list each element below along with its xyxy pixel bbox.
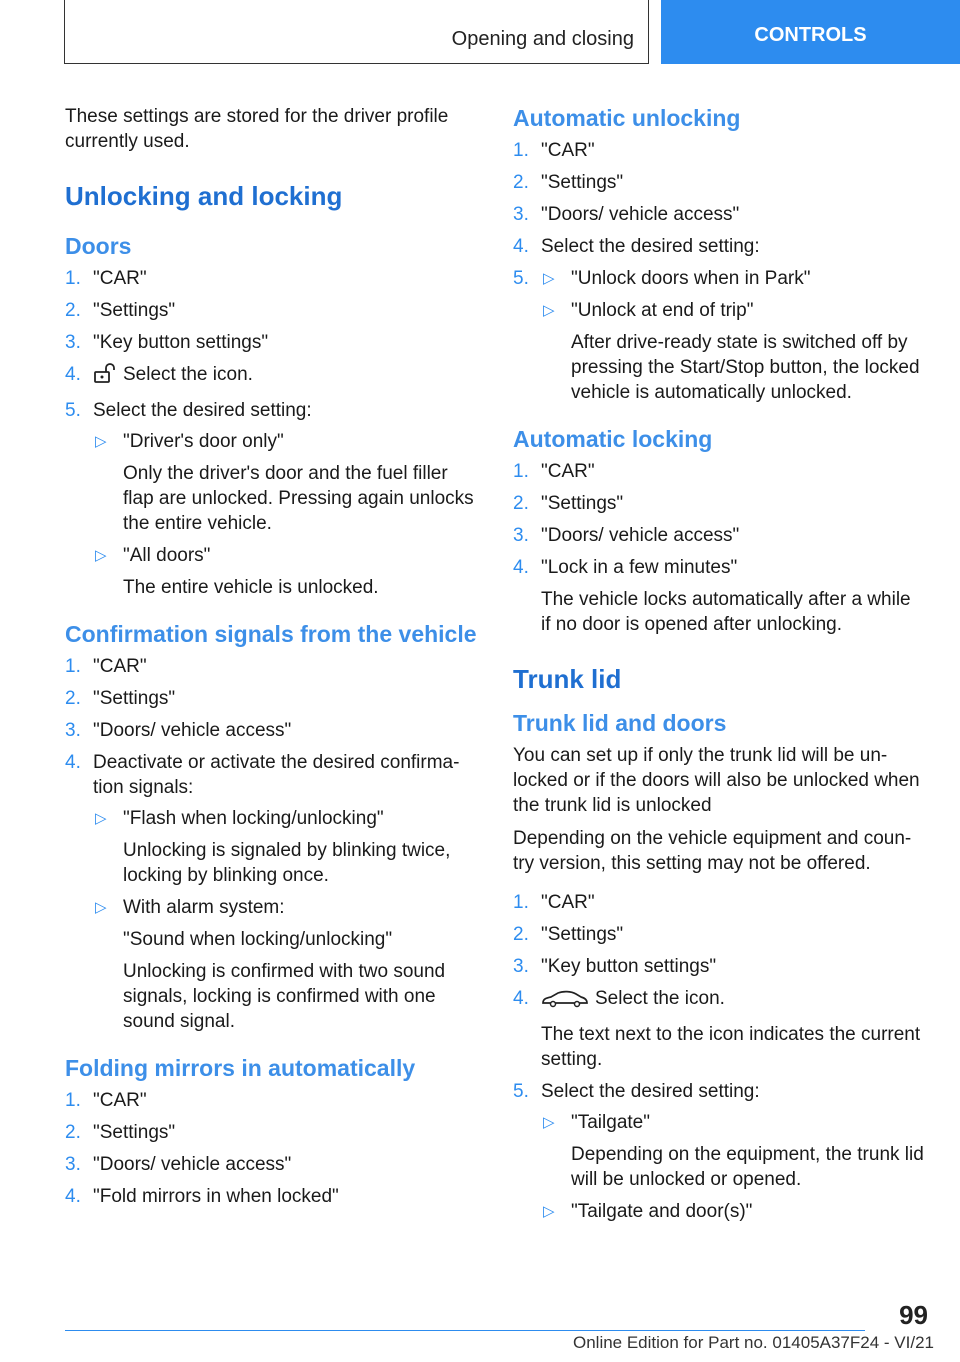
option-item: ▷ With alarm system: "Sound when locking/unlocking" Unlocking is confirmed with two sound signals, locking is confirmed with one sound signal. [95,897,446,1032]
step-number: 1. [65,1090,81,1111]
step-number: 2. [513,924,529,945]
list-item: 3. "Doors/ vehicle access" [513,525,740,546]
auto-unlock-options [541,266,925,405]
option-item: ▷ "Unlock doors when in Park" [543,268,811,289]
list-item: 4. "Lock in a few minutes" The vehicle locks automatically after a while if no door is opened after unlocking. [513,557,911,635]
list-item: 2. "Settings" [65,300,176,321]
right-column [513,104,925,1231]
step-number: 4. [513,988,529,1009]
step-number: 3. [65,1154,81,1175]
heading-trunk-lid-and-doors: Trunk lid and doors [513,710,727,736]
list-item: 5. Select the desired setting: ▷ "Tailgate" Depending on the equipment, the trunk lid will be unlocked or opened. ▷ "Tailgate and door(s)" [513,1081,924,1222]
footer-divider [65,1330,865,1331]
header-section-box [64,0,649,64]
list-item: 2. "Settings" [65,688,176,709]
trunk-options [541,1110,925,1224]
heading-unlocking-and-locking: Unlocking and locking [65,181,343,211]
unlock-padlock-icon [93,362,117,391]
step-number: 2. [65,300,81,321]
step-number: 4. [65,364,81,385]
list-item: 5. Select the desired setting: ▷ "Driver's door only" Only the driver's door and the fuel filler flap are unlocked. Pressing again unlocks the entire vehicle. ▷ "All doors" The entire vehicle is unlocked. [65,398,477,600]
trunk-paragraph-1: You can set up if only the trunk lid will be un‐locked or if the doors will also be unlocked when the trunk lid is unlocked [513,745,920,816]
step-number: 5. [513,1081,529,1102]
page-number: 99 [899,1300,928,1330]
step-number: 3. [65,720,81,741]
triangle-bullet-icon: ▷ [95,899,107,916]
step-number: 2. [513,172,529,193]
trunk-steps [513,890,925,1224]
list-item: 1. "CAR" [513,461,595,482]
doors-steps [65,266,477,600]
list-item: 2. "Settings" [513,493,624,514]
confirm-options [93,806,477,1034]
heading-folding-mirrors: Folding mirrors in automatically [65,1055,416,1081]
step-number: 1. [513,461,529,482]
step-number: 2. [513,493,529,514]
list-item: 3. "Doors/ vehicle access" [513,204,740,225]
option-item: ▷ "Tailgate" Depending on the equipment, the trunk lid will be unlocked or opened. [543,1112,924,1190]
triangle-bullet-icon: ▷ [95,547,107,564]
step-number: 4. [65,1186,81,1207]
list-item: 1. "CAR" [65,268,147,289]
step-number: 2. [65,688,81,709]
heading-automatic-locking: Automatic locking [513,426,713,452]
list-item: 2. "Settings" [513,172,624,193]
auto-lock-steps [513,459,925,637]
mirrors-steps [65,1088,477,1209]
list-item: 4. Select the desired setting: [513,236,760,257]
section-title: Opening and closing [451,28,634,50]
triangle-bullet-icon: ▷ [543,302,555,319]
list-item: 1. "CAR" [513,892,595,913]
triangle-bullet-icon: ▷ [95,810,107,827]
trunk-paragraph-2: Depending on the vehicle equipment and coun‐try version, this setting may not be offered. [513,828,912,874]
option-item: ▷ "Flash when locking/unlocking" Unlocking is signaled by blinking twice, locking by blinking once. [95,808,451,886]
heading-confirmation-signals: Confirmation signals from the vehicle [65,621,477,647]
triangle-bullet-icon: ▷ [543,270,555,287]
option-item: ▷ "Unlock at end of trip" After drive-ready state is switched off by pressing the Start/Stop button, the locked vehicle is automatically unlocked. [543,300,920,403]
step-number: 1. [513,140,529,161]
step-number: 1. [513,892,529,913]
step-number: 1. [65,656,81,677]
step-number: 4. [513,557,529,578]
list-item: 2. "Settings" [65,1122,176,1143]
heading-doors: Doors [65,233,132,259]
confirm-steps [65,654,477,1034]
list-item: 1. "CAR" [65,656,147,677]
step-number: 5. [65,400,81,421]
step-number: 1. [65,268,81,289]
list-item: 4. "Fold mirrors in when locked" [65,1186,339,1207]
step-number: 3. [513,525,529,546]
triangle-bullet-icon: ▷ [543,1114,555,1131]
doors-options [93,429,477,600]
heading-trunk-lid: Trunk lid [513,664,622,694]
list-item: 3. "Key button settings" [513,956,717,977]
step-number: 4. [513,236,529,257]
step-number: 5. [513,268,529,289]
heading-automatic-unlocking: Automatic unlocking [513,105,741,131]
list-item: 1. "CAR" [513,140,595,161]
list-item: 1. "CAR" [65,1090,147,1111]
option-item: ▷ "All doors" The entire vehicle is unlocked. [95,545,379,598]
left-column [65,104,477,1216]
list-item: 4. Deactivate or activate the desired confirma‐tion signals: ▷ "Flash when locking/unlocking" Unlocking is signaled by blinking twice, locking by blinking once. ▷ With alarm system: "Sound when locking/unlocking" Unlocking is confirmed with two sound signals, locking is confirmed with one sound signal. [65,750,477,1034]
step-number: 4. [65,752,81,773]
option-item: ▷ "Tailgate and door(s)" [543,1201,753,1222]
list-item: 2. "Settings" [513,924,624,945]
list-item: 3. "Key button settings" [65,332,269,353]
list-item: 4. Select the icon. [65,362,477,391]
car-icon [541,990,589,1015]
list-item: 4. Select the icon. The text next to the icon indicates the current setting. [513,988,921,1070]
triangle-bullet-icon: ▷ [543,1203,555,1220]
auto-unlock-steps [513,138,925,405]
step-number: 2. [65,1122,81,1143]
chapter-tab: CONTROLS [661,0,960,64]
intro-text: These settings are stored for the driver profile currently used. [65,106,449,152]
list-item [513,266,925,405]
step-number: 3. [513,204,529,225]
triangle-bullet-icon: ▷ [95,433,107,450]
footer-edition: Online Edition for Part no. 01405A37F24 - VI/21 [572,1333,934,1352]
list-item: 3. "Doors/ vehicle access" [65,720,292,741]
list-item: 3. "Doors/ vehicle access" [65,1154,292,1175]
step-number: 3. [513,956,529,977]
step-number: 3. [65,332,81,353]
option-item: ▷ "Driver's door only" Only the driver's door and the fuel filler flap are unlocked. Pressing again unlocks the entire vehicle. [95,431,474,534]
